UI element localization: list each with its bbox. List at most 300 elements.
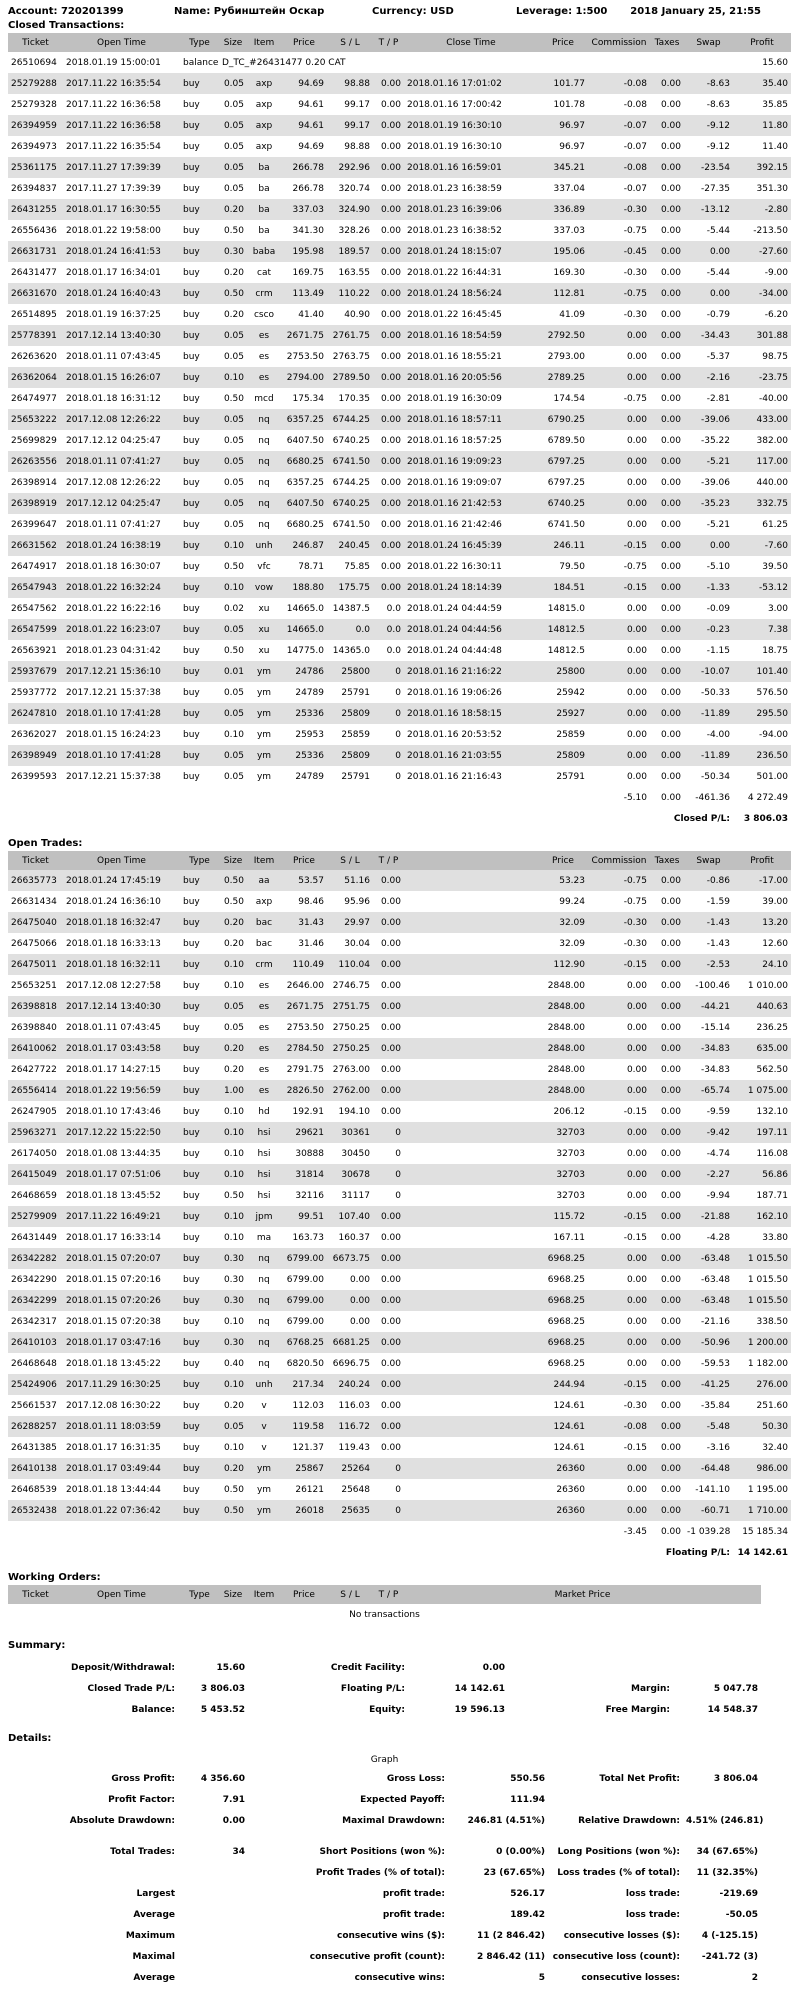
cell-price: 112.90 [538, 954, 588, 975]
cell-commission: 0.00 [626, 687, 647, 698]
cell-close-price: 79.50 [559, 561, 585, 572]
relative-drawdown-value: 4.51% (246.81) [686, 1815, 764, 1826]
cell-commission: 0.00 [626, 1190, 647, 1201]
cell-type: buy [180, 1458, 219, 1479]
cell-item: ym [256, 771, 272, 782]
cell-type: buy [180, 367, 219, 388]
cell-ticket: 26247905 [11, 1106, 57, 1117]
cell-close-time: 2018.01.24 16:45:39 [404, 535, 538, 556]
table-row [8, 325, 791, 346]
cell-profit: 132.10 [756, 1106, 788, 1117]
cell-blank [404, 933, 538, 954]
cell-ticket: 26631562 [8, 535, 63, 556]
cell-type: buy [183, 1274, 200, 1285]
cell-open-time: 2017.12.08 16:30:22 [66, 1400, 161, 1411]
cell-profit: 61.25 [762, 519, 788, 530]
cell-profit: 440.00 [756, 477, 788, 488]
floating-pl-label: Floating P/L: [665, 1547, 730, 1558]
cell-tp: 0.00 [380, 435, 401, 446]
cell-profit: 33.80 [762, 1232, 788, 1243]
cell-price: 6968.25 [538, 1332, 588, 1353]
cell-price: 6968.25 [547, 1316, 585, 1327]
cell-swap: -3.16 [706, 1442, 730, 1453]
relative-drawdown-label: Relative Drawdown: [578, 1815, 680, 1826]
max-consec-wins-label: consecutive wins ($): [336, 1930, 445, 1941]
cell-commission: -0.15 [588, 954, 650, 975]
cell-type: buy [180, 745, 219, 766]
cell-ticket: 26468539 [11, 1484, 57, 1495]
cell-tp: 0.00 [380, 1442, 401, 1453]
cell-swap: -50.96 [684, 1332, 733, 1353]
avg-consec-wins-label: consecutive wins: [354, 1972, 445, 1983]
cell-item: ym [256, 687, 272, 698]
cell-ticket: 26410062 [8, 1038, 63, 1059]
cell-open-time: 2018.01.15 16:24:23 [66, 729, 161, 740]
cell-sl: 189.57 [327, 241, 373, 262]
cell-sl: 107.40 [327, 1206, 373, 1227]
cell-open-time: 2018.01.18 16:30:07 [66, 561, 161, 572]
cell-close-time: 2018.01.24 18:15:07 [404, 241, 538, 262]
cell-swap: -63.48 [700, 1274, 730, 1285]
cell-swap: 0.00 [684, 241, 733, 262]
cell-open-time: 2018.01.11 07:41:27 [63, 451, 180, 472]
cell-size: 0.20 [223, 938, 244, 949]
cell-price: 2791.75 [286, 1064, 324, 1075]
cell-open-time: 2018.01.22 16:22:16 [66, 603, 161, 614]
cell-profit: 276.00 [733, 1374, 791, 1395]
cell-blank [404, 1017, 538, 1038]
cell-swap: -5.44 [706, 267, 730, 278]
cell-swap: -11.89 [684, 745, 733, 766]
expected-payoff-label: Expected Payoff: [360, 1794, 445, 1805]
cell-price: 26018 [281, 1500, 327, 1521]
cell-ticket: 25653251 [11, 980, 57, 991]
cell-close-time: 2018.01.16 18:58:15 [404, 703, 538, 724]
cell-taxes: 0.00 [660, 771, 681, 782]
cell-type: buy [180, 996, 219, 1017]
cell-open-time: 2018.01.15 07:20:38 [66, 1316, 161, 1327]
cell-sl: 25800 [327, 661, 373, 682]
cell-profit: 116.08 [756, 1148, 788, 1159]
cell-tp: 0.00 [380, 980, 401, 991]
cell-profit: 101.40 [733, 661, 791, 682]
cell-tp: 0.00 [373, 409, 404, 430]
cell-taxes: 0.00 [650, 1332, 684, 1353]
table-row [8, 94, 791, 115]
cell-item: ym [247, 745, 281, 766]
cell-price: 6968.25 [538, 1290, 588, 1311]
table-row [8, 262, 791, 283]
cell-sl: 25809 [327, 703, 373, 724]
cell-type: buy [180, 1080, 219, 1101]
cell-sl: 2750.25 [327, 1038, 373, 1059]
cell-profit: 338.50 [756, 1316, 788, 1327]
cell-price: 32116 [295, 1190, 324, 1201]
table-row [8, 1143, 791, 1164]
cell-type: buy [183, 1484, 200, 1495]
cell-close-time: 2018.01.24 04:44:56 [404, 619, 538, 640]
cell-swap: -63.48 [684, 1290, 733, 1311]
cell-price: 25867 [281, 1458, 327, 1479]
cell-close-price: 6740.25 [538, 493, 588, 514]
cell-item: nq [258, 1316, 270, 1327]
cell-item: vow [247, 577, 281, 598]
cell-commission: 0.00 [626, 603, 647, 614]
cell-blank [404, 1269, 538, 1290]
table-row [8, 1479, 791, 1500]
report-date: 2018 January 25, 21:55 [630, 5, 761, 17]
col-ticket: Ticket [8, 33, 63, 52]
maximal-consec-profit-label: consecutive profit (count): [309, 1951, 445, 1962]
cell-close-time: 2018.01.16 21:42:46 [407, 519, 502, 530]
cell-profit: 562.50 [756, 1064, 788, 1075]
cell-taxes: 0.00 [650, 745, 684, 766]
cell-type: buy [180, 619, 219, 640]
credit-value: 0.00 [482, 1662, 505, 1673]
gross-profit-label: Gross Profit: [111, 1773, 175, 1784]
cell-blank [404, 1185, 538, 1206]
cell-swap: -5.44 [706, 225, 730, 236]
cell-item: xu [258, 645, 270, 656]
cell-item: es [247, 1038, 281, 1059]
cell-price: 163.73 [292, 1232, 324, 1243]
cell-ticket: 26635773 [8, 870, 63, 891]
cell-sl: 25791 [341, 687, 370, 698]
cell-open-time: 2017.12.08 12:26:22 [66, 477, 161, 488]
cell-type: buy [180, 1500, 219, 1521]
cell-sl: 30678 [327, 1164, 373, 1185]
cell-profit: -23.75 [733, 367, 791, 388]
cell-ticket: 25279328 [11, 99, 57, 110]
cell-price: 175.34 [292, 393, 324, 404]
cell-sl: 0.00 [349, 1316, 370, 1327]
total-net-value: 3 806.04 [713, 1773, 758, 1784]
cell-open-time: 2017.12.21 15:36:10 [63, 661, 180, 682]
total-swap: -1 039.28 [687, 1526, 731, 1537]
cell-size: 0.50 [223, 645, 244, 656]
cell-close-time: 2018.01.16 18:57:11 [404, 409, 538, 430]
cell-profit: 35.85 [762, 99, 788, 110]
cell-commission: -0.07 [588, 115, 650, 136]
cell-ticket: 25279909 [8, 1206, 63, 1227]
deposit-value: 15.60 [216, 1662, 245, 1673]
cell-close-price: 101.77 [538, 73, 588, 94]
expected-payoff-value: 111.94 [510, 1794, 545, 1805]
cell-commission: 0.00 [588, 1038, 650, 1059]
cell-profit: 440.63 [733, 996, 791, 1017]
cell-taxes: 0.00 [660, 1148, 681, 1159]
cell-blank [404, 870, 538, 891]
cell-close-time: 2018.01.16 21:42:53 [404, 493, 538, 514]
cell-open-time: 2018.01.10 17:41:28 [63, 745, 180, 766]
cell-open-time: 2018.01.24 16:36:10 [66, 896, 161, 907]
cell-tp: 0.00 [380, 1106, 401, 1117]
closed-pl-value: 3 806.03 [743, 813, 788, 824]
cell-item: xu [247, 619, 281, 640]
col-swap: Swap [684, 851, 733, 870]
cell-price: 6357.25 [281, 409, 327, 430]
cell-commission: 0.00 [588, 451, 650, 472]
cell-price: 2848.00 [547, 1064, 585, 1075]
cell-profit: 1 200.00 [733, 1332, 791, 1353]
cell-price: 2848.00 [547, 1022, 585, 1033]
closed-section-title: Closed Transactions: [8, 20, 125, 31]
cell-tp: 0 [395, 1190, 401, 1201]
table-row [8, 1206, 791, 1227]
cell-ticket: 26342290 [11, 1274, 57, 1285]
cell-sl: 163.55 [338, 267, 370, 278]
cell-close-price: 112.81 [538, 283, 588, 304]
cell-sl: 95.96 [344, 896, 370, 907]
cell-size: 0.50 [223, 393, 244, 404]
cell-taxes: 0.00 [660, 351, 681, 362]
cell-close-price: 337.04 [553, 183, 585, 194]
cell-size: 0.05 [223, 1022, 244, 1033]
total-net-label: Total Net Profit: [599, 1773, 680, 1784]
cell-close-price: 6741.50 [547, 519, 585, 530]
cell-commission: 0.00 [588, 1332, 650, 1353]
cell-size: 0.10 [223, 1148, 244, 1159]
cell-size: 0.10 [223, 729, 244, 740]
cell-ticket: 26263620 [11, 351, 57, 362]
cell-price: 6680.25 [281, 451, 327, 472]
cell-commission: 0.00 [626, 771, 647, 782]
table-row [8, 1122, 791, 1143]
cell-ticket: 25699829 [11, 435, 57, 446]
table-row [8, 996, 791, 1017]
cell-item: aa [247, 870, 281, 891]
cell-close-time: 2018.01.16 21:03:55 [404, 745, 538, 766]
name-label: Name: Рубинштейн Оскар [174, 5, 325, 17]
cell-tp: 0.00 [380, 99, 401, 110]
cell-close-time: 2018.01.16 21:16:22 [404, 661, 538, 682]
cell-swap: -21.88 [684, 1206, 733, 1227]
cell-close-price: 6797.25 [538, 451, 588, 472]
cell-type: buy [183, 1400, 200, 1411]
balance-value: 5 453.52 [200, 1704, 245, 1715]
cell-size: 0.05 [219, 451, 247, 472]
cell-blank [404, 1500, 538, 1521]
largest-profit-value: 526.17 [510, 1888, 545, 1899]
col-profit: Profit [733, 33, 791, 52]
cell-commission: -0.08 [623, 99, 647, 110]
col-size: Size [219, 851, 247, 870]
cell-tp: 0.00 [373, 1416, 404, 1437]
cell-commission: 0.00 [626, 1148, 647, 1159]
cell-type: buy [183, 645, 200, 656]
cell-open-time: 2018.01.17 16:30:55 [63, 199, 180, 220]
cell-price: 6799.00 [286, 1274, 324, 1285]
cell-price: 2753.50 [286, 1022, 324, 1033]
cell-tp: 0 [395, 1484, 401, 1495]
cell-price: 115.72 [538, 1206, 588, 1227]
cell-size: 0.10 [219, 1122, 247, 1143]
cell-blank [404, 1458, 538, 1479]
cell-taxes: 0.00 [660, 1442, 681, 1453]
cell-close-time: 2018.01.24 18:56:24 [404, 283, 538, 304]
cell-profit: -213.50 [753, 225, 788, 236]
spacer-cell [8, 1542, 650, 1563]
cell-open-time: 2017.11.27 17:39:39 [63, 157, 180, 178]
table-row [8, 388, 791, 409]
cell-close-price: 336.89 [538, 199, 588, 220]
cell-tp: 0.00 [373, 241, 404, 262]
largest-profit-label: profit trade: [382, 1888, 445, 1899]
cell-swap: -39.06 [700, 477, 730, 488]
long-positions-label: Long Positions (won %): [557, 1846, 680, 1857]
table-row [8, 451, 791, 472]
cell-taxes: 0.00 [660, 1064, 681, 1075]
cell-profit: 635.00 [733, 1038, 791, 1059]
open-totals-row [8, 1521, 791, 1542]
cell-tp: 0 [373, 1164, 404, 1185]
table-row [8, 870, 791, 891]
cell-ticket: 26468659 [11, 1190, 57, 1201]
cell-commission: -0.30 [623, 267, 647, 278]
cell-close-price: 14812.5 [547, 645, 585, 656]
cell-ticket: 26556436 [11, 225, 57, 236]
cell-sl: 6673.75 [327, 1248, 373, 1269]
cell-commission: -0.75 [623, 393, 647, 404]
cell-open-time: 2018.01.11 07:43:45 [66, 351, 161, 362]
maximum-label: Maximum [125, 1930, 175, 1941]
cell-open-time: 2018.01.17 03:49:44 [63, 1458, 180, 1479]
col-sl: S / L [327, 1585, 373, 1604]
table-row [8, 1248, 791, 1269]
cell-sl: 2763.00 [332, 1064, 370, 1075]
summary-title: Summary: [8, 1640, 66, 1651]
cell-swap: -10.07 [684, 661, 733, 682]
cell-price: 94.69 [281, 73, 327, 94]
cell-price: 2848.00 [538, 1038, 588, 1059]
cell-price: 31.43 [281, 912, 327, 933]
cell-profit: 3.00 [767, 603, 788, 614]
cell-taxes: 0.00 [650, 1122, 684, 1143]
avg-consec-losses-label: consecutive losses: [581, 1972, 680, 1983]
cell-item: nq [247, 409, 281, 430]
col-type: Type [180, 1585, 219, 1604]
cell-sl: 25809 [327, 745, 373, 766]
cell-item: ym [247, 1458, 281, 1479]
cell-size: 0.10 [223, 1442, 244, 1453]
cell-commission: 0.00 [588, 1122, 650, 1143]
cell-swap: -5.21 [706, 519, 730, 530]
col-close-price: Price [538, 33, 588, 52]
cell-size: 0.40 [223, 1358, 244, 1369]
table-row [8, 493, 791, 514]
cell-type: buy [180, 283, 219, 304]
cell-taxes: 0.00 [650, 199, 684, 220]
col-commission: Commission [588, 851, 650, 870]
closed-header-row [8, 33, 791, 52]
col-open-time: Open Time [63, 33, 180, 52]
cell-swap: -59.53 [700, 1358, 730, 1369]
cell-price: 110.49 [281, 954, 327, 975]
cell-profit: 433.00 [733, 409, 791, 430]
cell-sl: 110.04 [327, 954, 373, 975]
col-ticket: Ticket [8, 851, 63, 870]
cell-item: nq [247, 493, 281, 514]
cell-ticket: 25937679 [8, 661, 63, 682]
cell-item: ym [247, 1500, 281, 1521]
cell-profit: 11.40 [762, 141, 788, 152]
cell-price: 124.61 [538, 1416, 588, 1437]
cell-swap: -60.71 [684, 1500, 733, 1521]
cell-sl: 99.17 [344, 99, 370, 110]
cell-type: balance [183, 57, 219, 68]
cell-close-time: 2018.01.23 16:38:52 [407, 225, 502, 236]
cell-profit: 12.60 [762, 938, 788, 949]
cell-commission: 0.00 [626, 980, 647, 991]
cell-ticket: 26431385 [11, 1442, 57, 1453]
cell-open-time: 2018.01.15 07:20:07 [63, 1248, 180, 1269]
cell-sl: 30.04 [344, 938, 370, 949]
cell-size: 0.10 [219, 577, 247, 598]
cell-type: buy [183, 1442, 200, 1453]
cell-profit: 32.40 [762, 1442, 788, 1453]
cell-ticket: 25279288 [8, 73, 63, 94]
cell-swap: -0.09 [706, 603, 730, 614]
cell-ticket: 26510694 [11, 57, 57, 68]
cell-item: nq [247, 1248, 281, 1269]
col-open-time: Open Time [63, 1585, 180, 1604]
cell-tp: 0.00 [373, 283, 404, 304]
cell-price: 24789 [295, 687, 324, 698]
table-row [8, 975, 791, 996]
cell-type: buy [180, 115, 219, 136]
cell-sl: 31117 [341, 1190, 370, 1201]
cell-ticket: 26431449 [11, 1232, 57, 1243]
cell-type: buy [180, 1416, 219, 1437]
cell-commission: 0.00 [588, 703, 650, 724]
cell-sl: 25791 [341, 771, 370, 782]
cell-commission: 0.00 [626, 1064, 647, 1075]
cell-close-time: 2018.01.16 17:00:42 [407, 99, 502, 110]
cell-swap: -9.42 [684, 1122, 733, 1143]
cell-size: 0.50 [223, 1190, 244, 1201]
cell-size: 1.00 [219, 1080, 247, 1101]
table-row [8, 703, 791, 724]
avg-consec-wins-value: 5 [538, 1972, 545, 1983]
col-price: Price [281, 1585, 327, 1604]
cell-taxes: 0.00 [650, 241, 684, 262]
cell-open-time: 2018.01.10 17:43:46 [66, 1106, 161, 1117]
cell-swap: -2.16 [684, 367, 733, 388]
cell-tp: 0.00 [380, 141, 401, 152]
cell-profit: 98.75 [762, 351, 788, 362]
cell-taxes: 0.00 [660, 938, 681, 949]
cell-price: 31.46 [298, 938, 324, 949]
cell-tp: 0.00 [380, 1358, 401, 1369]
cell-price: 2784.50 [281, 1038, 327, 1059]
cell-taxes: 0.00 [650, 619, 684, 640]
cell-price: 2671.75 [281, 996, 327, 1017]
cell-commission: 0.00 [626, 477, 647, 488]
gross-profit-value: 4 356.60 [200, 1773, 245, 1784]
cell-item: nq [258, 1358, 270, 1369]
cell-open-time: 2018.01.22 07:36:42 [63, 1500, 180, 1521]
cell-price: 2826.50 [281, 1080, 327, 1101]
cell-open-time: 2017.12.12 04:25:47 [63, 493, 180, 514]
cell-price: 32703 [556, 1190, 585, 1201]
cell-swap: -23.54 [684, 157, 733, 178]
cell-open-time: 2018.01.24 16:38:19 [63, 535, 180, 556]
cell-sl: 6696.75 [332, 1358, 370, 1369]
cell-price: 217.34 [281, 1374, 327, 1395]
table-row [8, 1500, 791, 1521]
cell-profit: 39.50 [762, 561, 788, 572]
table-row [8, 346, 791, 367]
